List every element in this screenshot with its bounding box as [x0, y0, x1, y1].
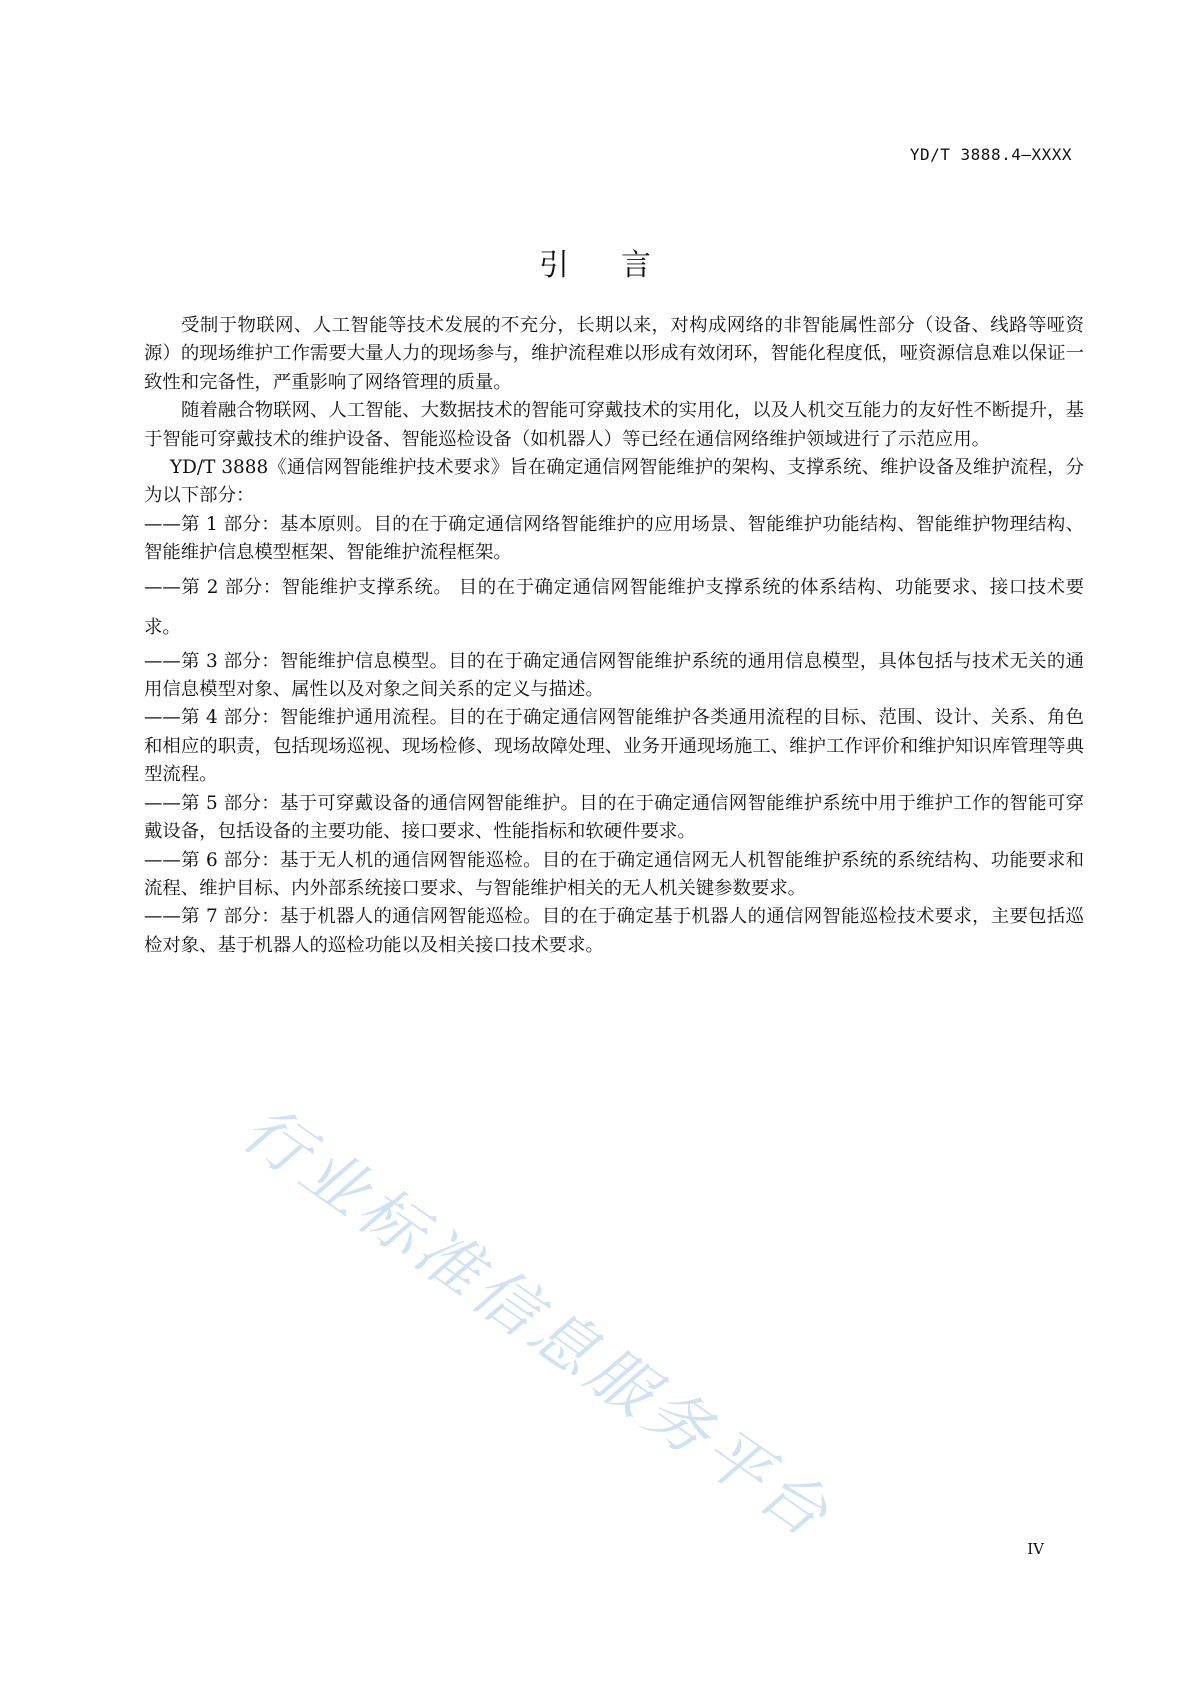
part-item-6: ——第 6 部分：基于无人机的通信网智能巡检。目的在于确定通信网无人机智能维护系统的系统结构、功能要求和流程、维护目标、内外部系统接口要求、与智能维护相关的无人机关键参数要求。 — [144, 849, 1084, 899]
part-item-3: ——第 3 部分：智能维护信息模型。目的在于确定通信网智能维护系统的通用信息模型，具体包括与技术无关的通用信息模型对象、属性以及对象之间关系的定义与描述。 — [144, 650, 1084, 701]
page-title: 引言 — [539, 248, 703, 283]
intro-paragraph-2: 随着融合物联网、人工智能、大数据技术的智能可穿戴技术的实用化，以及人机交互能力的友好性不断提升，基于智能可穿戴技术的维护设备、智能巡检设备（如机器人）等已经在通信网络维护领域进行了示范应用。 — [144, 400, 1084, 450]
document-code: YD/T 3888.4—XXXX — [909, 145, 1072, 164]
watermark: 行业标准信息服务平台 — [228, 1092, 845, 1555]
page-number: IV — [1027, 1540, 1044, 1558]
part-item-4: ——第 4 部分：智能维护通用流程。目的在于确定通信网智能维护各类通用流程的目标、范围、设计、关系、角色和相应的职责，包括现场巡视、现场检修、现场故障处理、业务开通现场施工、维护工作评价和维护知识库管理等典型流程。 — [144, 707, 1084, 786]
document-body — [144, 312, 1084, 960]
intro-paragraph-1: 受制于物联网、人工智能等技术发展的不充分，长期以来，对构成网络的非智能属性部分（设备、线路等哑资源）的现场维护工作需要大量人力的现场参与，维护流程难以形成有效闭环，智能化程度低，哑资源信息难以保证一致性和完备性，严重影响了网络管理的质量。 — [144, 315, 1084, 393]
intro-paragraph-3: YD/T 3888《通信网智能维护技术要求》旨在确定通信网智能维护的架构、支撑系统、维护设备及维护流程，分为以下部分： — [144, 457, 1084, 507]
part-item-5: ——第 5 部分：基于可穿戴设备的通信网智能维护。目的在于确定通信网智能维护系统中用于维护工作的智能可穿戴设备，包括设备的主要功能、接口要求、性能指标和软硬件要求。 — [144, 792, 1084, 843]
part-item-7: ——第 7 部分：基于机器人的通信网智能巡检。目的在于确定基于机器人的通信网智能巡检技术要求，主要包括巡检对象、基于机器人的巡检功能以及相关接口技术要求。 — [144, 906, 1084, 956]
part-item-2: ——第 2 部分：智能维护支撑系统。 目的在于确定通信网智能维护支撑系统的体系结构、功能要求、接口技术要求。 — [144, 576, 1084, 638]
part-item-1: ——第 1 部分：基本原则。目的在于确定通信网络智能维护的应用场景、智能维护功能结构、智能维护物理结构、智能维护信息模型框架、智能维护流程框架。 — [144, 513, 1084, 564]
